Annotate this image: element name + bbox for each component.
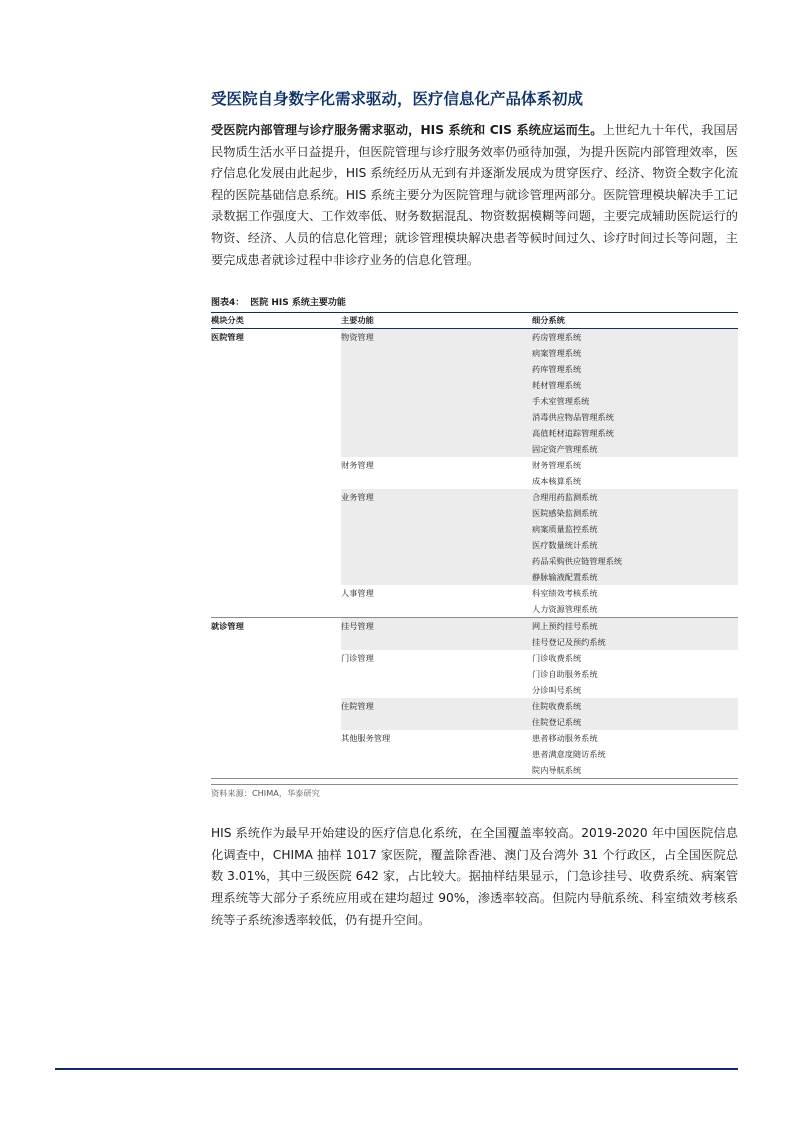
table-row — [211, 666, 738, 682]
function-cell — [341, 666, 532, 682]
table-row — [211, 569, 738, 585]
figure-caption: 医院 HIS 系统主要功能 — [250, 298, 346, 309]
table-row — [211, 553, 738, 569]
system-cell: 药房管理系统 — [532, 329, 738, 346]
module-cell — [211, 489, 341, 505]
function-cell — [341, 634, 532, 650]
function-cell — [341, 441, 532, 457]
table-row — [211, 682, 738, 698]
system-cell: 网上预约挂号系统 — [532, 618, 738, 635]
function-cell — [341, 553, 532, 569]
system-cell: 住院登记系统 — [532, 714, 738, 730]
function-cell: 住院管理 — [341, 698, 532, 714]
table-row — [211, 425, 738, 441]
module-cell — [211, 746, 341, 762]
module-cell — [211, 537, 341, 553]
table-row — [211, 489, 738, 505]
module-cell — [211, 730, 341, 746]
system-cell: 患者满意度随访系统 — [532, 749, 606, 760]
system-cell: 医疗数量统计系统 — [532, 537, 738, 553]
module-cell — [211, 393, 341, 409]
system-cell: 病案质量监控系统 — [532, 521, 738, 537]
function-cell: 挂号管理 — [341, 618, 532, 635]
module-cell — [211, 601, 341, 618]
function-cell: 门诊管理 — [341, 653, 374, 664]
main-content — [211, 88, 738, 931]
table-row — [211, 762, 738, 779]
system-cell: 病案管理系统 — [532, 345, 738, 361]
function-cell — [341, 393, 532, 409]
table-row — [211, 505, 738, 521]
system-cell: 门诊自助服务系统 — [532, 669, 598, 680]
his-coverage-paragraph: HIS 系统作为最早开始建设的医疗信息化系统，在全国覆盖率较高。2019-2020 年中国医院信息化调查中，CHIMA 抽样 1017 家医院，覆盖除香港、澳门及台湾外 31 个行政区，占全国医院总数 3.01%，其中三级医院 642 家，占比较大。据抽样结果显示，门急诊挂号、收费系统、病案管理系统等大部分子系统应用或在建均超过 90%，渗透率较高。但院内导航系统、科室绩效考核系统等子系统渗透率较低，仍有提升空间。 — [211, 826, 738, 927]
table-header-row — [211, 313, 738, 329]
section-heading: 受医院自身数字化需求驱动，医疗信息化产品体系初成 — [211, 89, 584, 108]
module-cell: 医院管理 — [211, 332, 244, 343]
module-cell — [211, 361, 341, 377]
function-cell — [341, 746, 532, 762]
module-cell — [211, 585, 341, 601]
module-cell — [211, 505, 341, 521]
function-cell — [341, 762, 532, 779]
intro-paragraph — [211, 120, 738, 271]
module-cell: 就诊管理 — [211, 621, 244, 632]
function-cell — [341, 537, 532, 553]
module-cell — [211, 762, 341, 779]
system-cell: 成本核算系统 — [532, 476, 582, 487]
figure-title — [211, 297, 738, 313]
function-cell: 业务管理 — [341, 489, 532, 505]
system-cell: 手术室管理系统 — [532, 393, 738, 409]
table-row — [211, 585, 738, 601]
module-cell — [211, 569, 341, 585]
function-cell — [341, 714, 532, 730]
footer-rule — [55, 1068, 738, 1070]
function-cell — [341, 682, 532, 698]
module-cell — [211, 634, 341, 650]
table-row — [211, 409, 738, 425]
module-cell — [211, 666, 341, 682]
module-cell — [211, 698, 341, 714]
system-cell: 分诊叫号系统 — [532, 685, 582, 696]
table-row — [211, 329, 738, 346]
module-cell — [211, 553, 341, 569]
function-cell — [341, 601, 532, 618]
intro-lead: 受医院内部管理与诊疗服务需求驱动，HIS 系统和 CIS 系统应运而生。 — [211, 123, 603, 137]
his-function-table — [211, 313, 738, 779]
table-row — [211, 650, 738, 666]
module-cell — [211, 409, 341, 425]
figure-label: 图表4： — [211, 298, 245, 309]
system-cell: 患者移动服务系统 — [532, 733, 598, 744]
system-cell: 固定资产管理系统 — [532, 441, 738, 457]
table-body — [211, 329, 738, 779]
function-cell: 财务管理 — [341, 460, 374, 471]
function-cell — [341, 361, 532, 377]
system-cell: 药库管理系统 — [532, 361, 738, 377]
table-row — [211, 601, 738, 618]
module-cell — [211, 377, 341, 393]
table-row — [211, 746, 738, 762]
system-cell: 挂号登记及预约系统 — [532, 634, 738, 650]
table-row — [211, 714, 738, 730]
header-function: 主要功能 — [341, 313, 532, 329]
system-cell: 药品采购供应链管理系统 — [532, 553, 738, 569]
figure-source: 资料来源：CHIMA，华泰研究 — [211, 784, 738, 799]
function-cell: 其他服务管理 — [341, 733, 391, 744]
system-cell: 耗材管理系统 — [532, 377, 738, 393]
module-cell — [211, 521, 341, 537]
table-row — [211, 393, 738, 409]
table-row — [211, 377, 738, 393]
function-cell — [341, 345, 532, 361]
system-cell: 财务管理系统 — [532, 460, 582, 471]
module-cell — [211, 345, 341, 361]
function-cell: 人事管理 — [341, 588, 374, 599]
system-cell: 人力资源管理系统 — [532, 601, 738, 618]
intro-text: 上世纪九十年代，我国居民物质生活水平日益提升，但医院管理与诊疗服务效率仍亟待加强，为提升医院内部管理效率，医疗信息化发展由此起步，HIS 系统经历从无到有并逐渐发展成为贯穿医疗、经济、物资全数字化流程的医院基础信息系统。HIS 系统主要分为医院管理与就诊管理两部分。医院管理模块解决手工记录数据工作强度大、工作效率低、财务数据混乱、物资数据模糊等问题，主要完成辅助医院运行的物资、经济、人员的信息化管理；就诊管理模块解决患者等候时间过久、诊疗时间过长等问题，主要完成患者就诊过程中非诊疗业务的信息化管理。 — [211, 123, 739, 267]
table-row — [211, 537, 738, 553]
module-cell — [211, 425, 341, 441]
module-cell — [211, 457, 341, 473]
function-cell — [341, 505, 532, 521]
module-cell — [211, 473, 341, 489]
function-cell — [341, 409, 532, 425]
module-cell — [211, 682, 341, 698]
system-cell: 科室绩效考核系统 — [532, 588, 598, 599]
function-cell — [341, 377, 532, 393]
header-module: 模块分类 — [211, 313, 341, 329]
module-cell — [211, 714, 341, 730]
header-system: 细分系统 — [532, 313, 738, 329]
function-cell — [341, 425, 532, 441]
function-cell — [341, 569, 532, 585]
system-cell: 住院收费系统 — [532, 698, 738, 714]
table-row — [211, 457, 738, 473]
system-cell: 合理用药监测系统 — [532, 489, 738, 505]
function-cell: 物资管理 — [341, 329, 532, 346]
table-row — [211, 730, 738, 746]
table-row — [211, 521, 738, 537]
system-cell: 高值耗材追踪管理系统 — [532, 425, 738, 441]
system-cell: 静脉输液配置系统 — [532, 569, 738, 585]
module-cell — [211, 441, 341, 457]
module-cell — [211, 650, 341, 666]
table-row — [211, 634, 738, 650]
system-cell: 门诊收费系统 — [532, 653, 582, 664]
system-cell: 院内导航系统 — [532, 762, 738, 779]
table-row — [211, 345, 738, 361]
system-cell: 医院感染监测系统 — [532, 505, 738, 521]
function-cell — [341, 521, 532, 537]
table-row — [211, 473, 738, 489]
table-row — [211, 441, 738, 457]
table-row — [211, 698, 738, 714]
function-cell — [341, 473, 532, 489]
system-cell: 消毒供应物品管理系统 — [532, 409, 738, 425]
table-row — [211, 361, 738, 377]
table-row — [211, 618, 738, 635]
